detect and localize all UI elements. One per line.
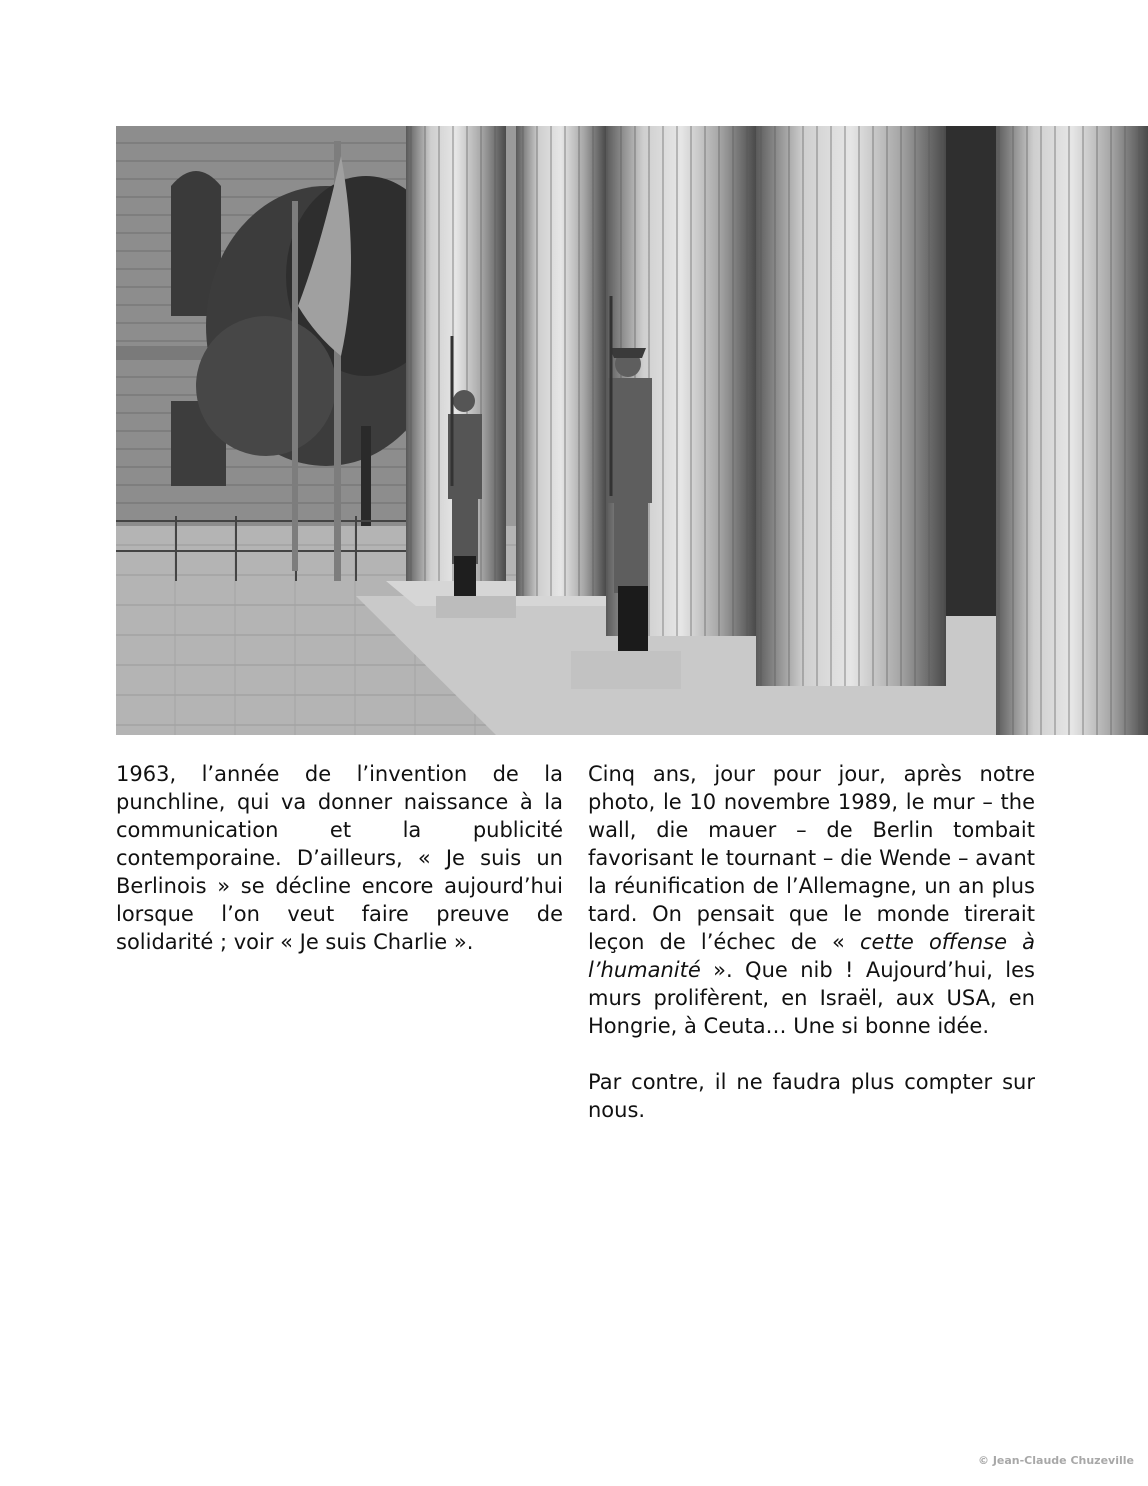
right-text-column	[588, 760, 1035, 1124]
right-paragraph-2: Par contre, il ne faudra plus compter sur nous.	[588, 1070, 1035, 1122]
photograph-guards-colonnade	[116, 126, 1148, 735]
right-paragraph-1-italic: cette offense à l’humanité	[588, 930, 1035, 982]
right-paragraph-1	[588, 760, 1035, 1040]
photo-illustration	[116, 126, 1148, 735]
right-paragraph-1-text: Cinq ans, jour pour jour, après notre photo, le 10 novembre 1989, le mur – the wall, die mauer – de Berlin tombait favorisant le tournant – die Wende – avant la réunification de l’Allemagne, un an plus tard. On pensait que le monde tirerait leçon de l’échec de «	[588, 762, 1035, 954]
photo-credit: © Jean-Claude Chuzeville	[977, 1454, 1134, 1467]
left-paragraph-1: 1963, l’année de l’invention de la punchline, qui va donner naissance à la communication et la publicité contemporaine. D’ailleurs, « Je suis un Berlinois » se décline encore aujourd’hui lorsque l’on veut faire preuve de solidarité ; voir « Je suis Charlie ».	[116, 762, 563, 954]
left-text-column	[116, 760, 563, 956]
right-paragraph-1-text-end: ». Que nib ! Aujourd’hui, les murs prolifèrent, en Israël, aux USA, en Hongrie, à Ceuta… Une si bonne idée.	[588, 958, 1035, 1038]
